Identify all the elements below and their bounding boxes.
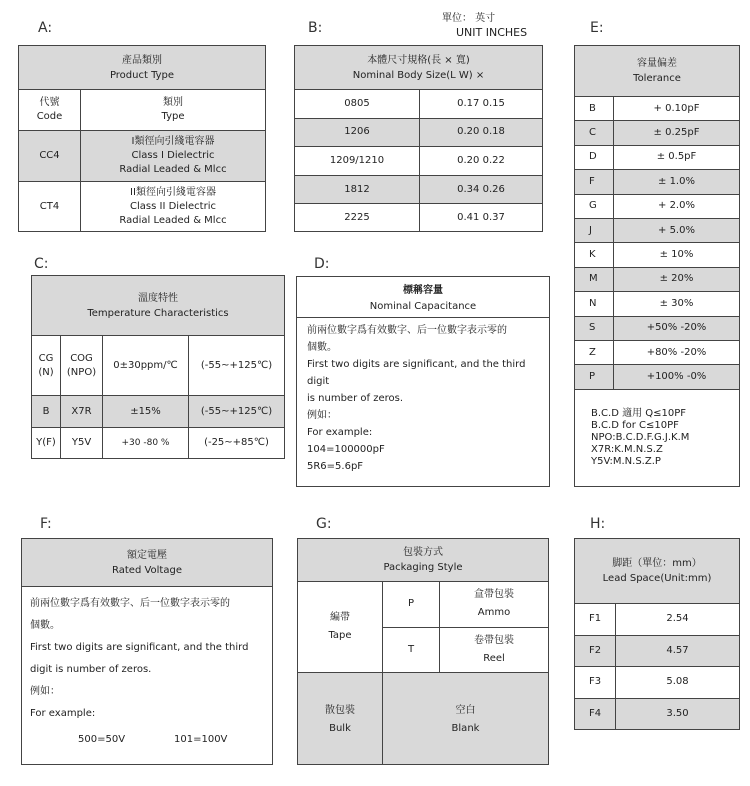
body-line: 個數。: [30, 620, 60, 631]
temp-coef: +30 -80 %: [102, 428, 188, 458]
table-row: [575, 267, 739, 291]
temp-code: B: [42, 405, 50, 417]
row-value: 3.50: [615, 699, 739, 730]
reel-cell: [439, 628, 548, 673]
row-value: +50% -20%: [613, 317, 739, 340]
row-code: S: [589, 322, 596, 334]
header-en: Nominal Body Size(L W) ×: [352, 69, 485, 81]
header-en: Tolerance: [633, 73, 681, 84]
header-en: Rated Voltage: [112, 564, 182, 576]
bulk-cn: 散包裝: [325, 704, 355, 716]
name-line1: COG: [70, 352, 93, 364]
row-code: C: [589, 127, 596, 139]
name-line2: (NPO): [66, 366, 97, 378]
row-value: ± 0.5pF: [613, 146, 739, 169]
blank-cell: [382, 673, 548, 765]
reel-cn: 卷帶包裝: [474, 634, 514, 646]
tolerance-table: [574, 45, 740, 487]
nominal-cap-header: [297, 277, 549, 317]
col1-en: Code: [36, 111, 63, 122]
packaging-header: [298, 539, 548, 581]
body-line: 前兩位數字爲有效數字、后一位數字表示零的: [307, 325, 507, 336]
tolerance-header: [575, 46, 739, 96]
table-row: [575, 316, 739, 340]
body-line: 例如：: [307, 410, 337, 421]
row-code: 1209/1210: [329, 154, 385, 166]
table-row: [575, 698, 739, 730]
row-code: K: [589, 249, 596, 261]
section-label-h: H:: [590, 516, 606, 532]
table-row: [575, 635, 739, 667]
row-code: F1: [589, 613, 602, 625]
temp-name: [60, 336, 102, 395]
code-col-header: [19, 90, 80, 130]
lead-space-table: [574, 538, 740, 730]
row-code: CC4: [39, 150, 60, 161]
temp-range: (-25~+85℃): [188, 428, 284, 458]
tolerance-rows: [575, 96, 739, 389]
type-line1: II類徑向引綫電容器: [130, 187, 216, 198]
temp-coef: ±15%: [102, 396, 188, 427]
row-code: 2225: [344, 212, 370, 224]
body-line: First two digits are significant, and the third: [30, 642, 249, 653]
header-en: Lead Space(Unit:mm): [602, 573, 712, 584]
section-label-g: G:: [316, 516, 332, 532]
code-t: T: [407, 643, 415, 655]
note-line: B.C.D 適用 Q≤10PF: [591, 407, 687, 419]
note-line: X7R:K.M.N.S.Z: [591, 443, 663, 455]
ammo-cn: 盒帶包裝: [474, 589, 514, 601]
header-en: Product Type: [109, 69, 175, 81]
tape-cell: [298, 582, 382, 672]
body-line: digit is number of zeros.: [30, 664, 152, 675]
nominal-cap-body: [297, 317, 549, 479]
row-code: 1206: [344, 126, 370, 138]
header-cn: 溫度特性: [138, 292, 178, 304]
table-row: [575, 218, 739, 242]
row-value: + 5.0%: [613, 219, 739, 242]
table-row: [295, 146, 542, 175]
product-type-header: [19, 46, 265, 89]
bulk-row: [298, 672, 548, 765]
product-type-table: [18, 45, 266, 232]
row-value: +100% -0%: [613, 365, 739, 388]
unit-label: [442, 12, 527, 40]
header-cn: 脚距（單位：mm）: [612, 558, 702, 569]
temp-name: Y5V: [60, 428, 102, 458]
ammo-en: Ammo: [477, 607, 511, 619]
reel-en: Reel: [483, 652, 505, 664]
rated-voltage-box: [21, 538, 273, 765]
body-line: 例如：: [30, 686, 60, 697]
body-line: 104=100000pF: [307, 444, 385, 455]
section-label-a: A:: [38, 20, 53, 36]
tape-cn: 編帶: [330, 612, 350, 623]
table-row: [295, 203, 542, 232]
row-code: M: [589, 273, 598, 285]
rated-voltage-body: [22, 586, 272, 757]
row-value: + 0.10pF: [613, 97, 739, 120]
packaging-table: [297, 538, 549, 765]
type-line2: Class I Dielectric: [131, 150, 215, 161]
body-line: 5R6=5.6pF: [307, 461, 364, 472]
row-code: N: [589, 297, 597, 309]
bulk-en: Bulk: [329, 722, 351, 734]
table-row: [295, 118, 542, 147]
table-row: [295, 89, 542, 118]
table-row: [575, 603, 739, 635]
table-row: [575, 364, 739, 388]
ammo-row: [383, 582, 548, 627]
row-value: 4.57: [615, 636, 739, 667]
nominal-capacitance-box: [296, 276, 550, 487]
table-row: [575, 242, 739, 266]
temp-name: X7R: [60, 396, 102, 427]
row-code: J: [589, 224, 592, 236]
section-label-b: B:: [308, 20, 323, 36]
bulk-cell: [298, 673, 382, 765]
type-col-header: [80, 90, 265, 130]
row-value: +80% -20%: [613, 341, 739, 364]
row-value: 0.34 0.26: [419, 176, 542, 204]
row-code: F: [589, 175, 595, 187]
section-label-e: E:: [590, 20, 604, 36]
col2-en: Type: [161, 111, 185, 122]
row-code: F3: [589, 676, 602, 688]
header-en: Temperature Characteristics: [87, 307, 229, 319]
code-line2: (N): [38, 366, 54, 378]
temp-code: [32, 336, 60, 395]
example-1: 500=50V: [78, 734, 126, 745]
table-row: [575, 666, 739, 698]
body-line: For example:: [30, 708, 96, 719]
row-code: 1812: [344, 183, 370, 195]
temperature-header: [32, 276, 284, 335]
unit-subtitle: UNIT INCHES: [456, 26, 528, 39]
reel-row: [383, 627, 548, 673]
row-value: ± 1.0%: [613, 170, 739, 193]
section-label-f: F:: [40, 516, 52, 532]
header-en: Nominal Capacitance: [369, 301, 477, 312]
row-type: [80, 182, 265, 232]
product-type-col-header: [19, 89, 265, 130]
row-code: P: [589, 370, 596, 382]
code-line1: CG: [38, 352, 54, 364]
tape-en: Tape: [328, 630, 352, 641]
col1-cn: 代號: [39, 97, 60, 108]
row-value: ± 20%: [613, 268, 739, 291]
body-line: For example:: [307, 427, 373, 438]
tape-row: [298, 581, 548, 672]
table-row: [32, 395, 284, 427]
table-row: [575, 96, 739, 120]
blank-cn: 空白: [455, 704, 476, 716]
code-p: P: [407, 598, 415, 610]
lead-space-rows: [575, 603, 739, 729]
table-row: [575, 120, 739, 144]
temp-coef: 0±30ppm/℃: [102, 336, 188, 395]
examples-row: [30, 729, 264, 751]
blank-en: Blank: [451, 722, 480, 734]
col2-cn: 類別: [163, 97, 183, 108]
row-value: ± 30%: [613, 292, 739, 315]
row-code: CT4: [39, 201, 60, 212]
example-2: 101=100V: [174, 734, 228, 745]
row-code: B: [589, 102, 596, 114]
body-size-table: [294, 45, 543, 232]
type-line2: Class II Dielectric: [130, 201, 216, 212]
unit-title: 單位： 英寸: [442, 13, 496, 24]
row-type: [80, 131, 265, 181]
tolerance-notes: [575, 389, 739, 468]
section-label-d: D:: [314, 256, 330, 272]
table-row: [32, 427, 284, 458]
row-code: F4: [589, 707, 602, 719]
row-code: D: [589, 151, 597, 163]
note-line: Y5V:M.N.S.Z.P: [591, 455, 661, 467]
temp-code: Y(F): [36, 437, 56, 448]
table-row: [32, 335, 284, 395]
body-line: is number of zeros.: [307, 393, 403, 404]
header-cn: 額定電壓: [127, 549, 167, 561]
table-row: [295, 175, 542, 204]
table-row: [575, 291, 739, 315]
header-en: Packaging Style: [383, 562, 463, 573]
header-cn: 標稱容量: [403, 285, 443, 296]
rated-voltage-header: [22, 539, 272, 586]
temp-range: (-55~+125℃): [188, 336, 284, 395]
row-code: F2: [589, 644, 602, 656]
body-size-rows: [295, 89, 542, 232]
body-line: 個數。: [307, 342, 337, 353]
row-value: 5.08: [615, 667, 739, 698]
row-code: Z: [589, 346, 596, 358]
row-code: G: [589, 200, 597, 212]
body-size-header: [295, 46, 542, 89]
type-line1: I類徑向引綫電容器: [131, 136, 215, 147]
temp-range: (-55~+125℃): [188, 396, 284, 427]
body-line: 前兩位數字爲有效數字、后一位數字表示零的: [30, 598, 230, 609]
lead-space-header: [575, 539, 739, 603]
row-value: + 2.0%: [613, 195, 739, 218]
table-row: [575, 340, 739, 364]
row-code: 0805: [344, 97, 370, 109]
ammo-cell: [439, 582, 548, 627]
body-line: First two digits are significant, and the third digit: [307, 359, 526, 387]
table-row: [19, 181, 265, 232]
table-row: [575, 169, 739, 193]
table-row: [19, 130, 265, 181]
header-cn: 包裝方式: [403, 547, 443, 558]
row-value: ± 0.25pF: [613, 121, 739, 144]
row-value: 0.17 0.15: [419, 90, 542, 118]
note-line: B.C.D for C≤10PF: [591, 419, 679, 431]
type-line3: Radial Leaded & Mlcc: [119, 164, 227, 175]
table-row: [575, 194, 739, 218]
type-line3: Radial Leaded & Mlcc: [119, 215, 227, 226]
row-value: ± 10%: [613, 243, 739, 266]
temperature-table: [31, 275, 285, 459]
table-row: [575, 145, 739, 169]
row-value: 0.41 0.37: [419, 204, 542, 232]
tape-options: [382, 582, 548, 672]
note-line: NPO:B.C.D.F.G.J.K.M: [591, 431, 690, 443]
row-value: 0.20 0.22: [419, 147, 542, 175]
header-cn: 本體尺寸規格(長 × 寬): [367, 54, 470, 66]
row-value: 2.54: [615, 604, 739, 635]
header-cn: 容量偏差: [637, 58, 677, 69]
row-value: 0.20 0.18: [419, 119, 542, 147]
section-label-c: C:: [34, 256, 49, 272]
header-cn: 產品類別: [122, 54, 162, 66]
